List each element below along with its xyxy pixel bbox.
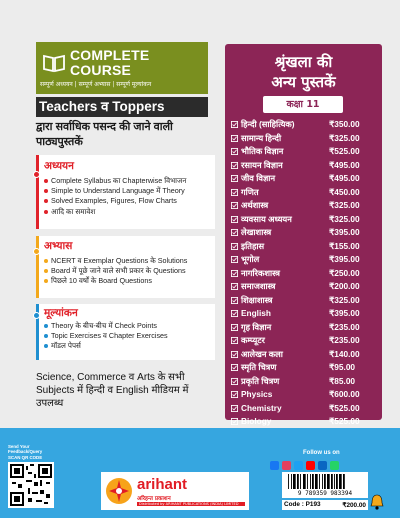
checkbox-icon <box>231 270 238 277</box>
book-row <box>231 402 376 416</box>
left-column <box>0 0 218 428</box>
book-name: हिन्दी (साहित्यिक) <box>241 119 295 129</box>
checkbox-icon <box>231 297 238 304</box>
book-price: ₹395.00 <box>329 254 360 264</box>
checkbox-icon <box>231 283 238 290</box>
book-row <box>231 118 376 132</box>
list-item: मॉडल पेपर्स <box>44 341 168 351</box>
bell-icon <box>370 494 384 510</box>
book-row <box>231 132 376 146</box>
publisher-name: arihant <box>137 476 188 493</box>
book-price: ₹350.00 <box>329 119 360 129</box>
isbn-barcode <box>282 472 368 498</box>
arihant-sun-icon <box>104 476 134 506</box>
checkbox-icon <box>231 256 238 263</box>
book-price: ₹155.00 <box>329 240 360 251</box>
book-price: ₹140.00 <box>329 348 360 359</box>
checkbox-icon <box>231 310 238 317</box>
practice-section <box>36 236 215 298</box>
book-name: सामान्य हिन्दी <box>241 132 282 143</box>
book-row <box>231 145 376 159</box>
book-name: Chemistry <box>241 402 282 413</box>
book-price: ₹525.00 <box>329 402 360 413</box>
book-price: ₹95.00 <box>329 362 356 372</box>
book-row <box>231 240 376 254</box>
book-name: स्मृति चित्रण <box>241 362 277 372</box>
book-name: अर्थशास्त्र <box>241 200 269 210</box>
checkbox-icon <box>231 189 238 196</box>
book-price-list <box>231 118 376 442</box>
isbn-number: 9 789359 983394 <box>297 490 353 497</box>
checkbox-icon <box>231 229 238 236</box>
checkbox-icon <box>231 364 238 371</box>
book-name: English <box>241 308 271 318</box>
book-name: कम्प्यूटर <box>241 335 265 345</box>
logo-tagline: सम्पूर्ण अध्ययन | सम्पूर्ण अभ्यास | सम्पूर्ण मूल्यांकन <box>40 81 152 88</box>
book-name: गृह विज्ञान <box>241 321 272 332</box>
study-section <box>36 155 215 229</box>
panel-title-line-2: अन्य पुस्तकें <box>271 73 336 91</box>
book-row <box>231 415 376 429</box>
barcode-icon <box>282 472 368 490</box>
section-heading: मूल्यांकन <box>44 307 78 319</box>
list-item: Board में पूछे जाने वाले सभी प्रकार के Questions <box>44 266 187 276</box>
book-price: ₹325.00 <box>329 213 360 224</box>
book-name: समाजशास्त्र <box>241 281 276 291</box>
book-price: ₹325.00 <box>329 132 360 143</box>
publisher-distributor: Distributed by ARIHANT PUBLICATIONS (INDIA) LIMITED <box>139 502 239 506</box>
book-row <box>231 213 376 227</box>
checkbox-icon <box>231 391 238 398</box>
book-name: भौतिक विज्ञान <box>241 146 284 156</box>
book-price: ₹85.00 <box>329 375 356 386</box>
logo-line-2: COURSE <box>70 62 132 78</box>
social-icon[interactable] <box>294 461 303 470</box>
checkbox-icon <box>231 175 238 182</box>
book-name: जीव विज्ञान <box>241 173 276 183</box>
qr-block <box>8 444 64 516</box>
checkbox-icon <box>231 351 238 358</box>
list-item: Topic Exercises व Chapter Exercises <box>44 331 168 341</box>
checkbox-icon <box>231 243 238 250</box>
list-item: आदि का समावेश <box>44 207 186 217</box>
book-row <box>231 321 376 335</box>
book-price: ₹200.00 <box>329 281 360 291</box>
availability-text: Science, Commerce व Arts के सभी Subjects में हिन्दी व English मीडियम में उपलब्ध <box>36 372 189 409</box>
checkbox-icon <box>231 324 238 331</box>
qr-label-scan: SCAN QR CODE <box>8 454 43 460</box>
checkbox-icon <box>231 405 238 412</box>
book-price: ₹395.00 <box>329 308 360 318</box>
book-price: ₹200.00 <box>342 502 366 509</box>
book-price: ₹495.00 <box>329 159 360 170</box>
section-heading: अध्ययन <box>44 160 74 172</box>
qr-label-feedback: Send Your Feedback/Query <box>8 444 43 455</box>
section-heading: अभ्यास <box>44 240 73 252</box>
list-item: Theory के बीच-बीच में Check Points <box>44 321 168 331</box>
red-dot-icon <box>33 171 40 178</box>
follow-us-label: Follow us on <box>303 450 340 456</box>
book-price: ₹235.00 <box>329 321 360 332</box>
section-list <box>44 256 187 287</box>
teachers-toppers-title: Teachers व Toppers <box>36 97 208 117</box>
social-icons <box>270 461 360 470</box>
social-icon[interactable] <box>306 461 315 470</box>
social-icon[interactable] <box>282 461 291 470</box>
list-item: पिछले 10 वर्षों के Board Questions <box>44 276 187 286</box>
book-name: गणित <box>241 186 259 197</box>
book-price: ₹325.00 <box>329 200 360 210</box>
book-name: Biology <box>241 416 272 426</box>
book-name: रसायन विज्ञान <box>241 159 283 170</box>
teachers-toppers-subtitle: द्वारा सर्वाधिक पसन्द की जाने वाली पाठ्यपुस्तकें <box>36 121 173 148</box>
list-item: NCERT व Exemplar Questions के Solutions <box>44 256 187 266</box>
publisher-logo <box>101 472 249 510</box>
book-row <box>231 226 376 240</box>
book-row <box>231 159 376 173</box>
book-price: ₹525.00 <box>329 146 360 156</box>
other-books-panel <box>225 44 382 426</box>
checkbox-icon <box>231 216 238 223</box>
book-row <box>231 172 376 186</box>
checkbox-icon <box>231 378 238 385</box>
checkbox-icon <box>231 121 238 128</box>
social-icon[interactable] <box>270 461 279 470</box>
code-price-line <box>282 500 368 510</box>
book-row <box>231 348 376 362</box>
book-name: Physics <box>241 389 273 399</box>
panel-title-line-1: श्रृंखला की <box>274 53 333 71</box>
book-row <box>231 186 376 200</box>
list-item: Simple to Understand Language में Theory <box>44 186 186 196</box>
book-price: ₹525.00 <box>329 416 360 426</box>
checkbox-icon <box>231 148 238 155</box>
book-row <box>231 334 376 348</box>
book-name: प्रकृति चित्रण <box>241 375 280 386</box>
book-price: ₹600.00 <box>329 389 360 399</box>
book-price: ₹250.00 <box>329 267 360 278</box>
book-price: ₹450.00 <box>329 186 360 197</box>
book-price: ₹395.00 <box>329 227 360 237</box>
book-row <box>231 388 376 402</box>
qr-code[interactable] <box>8 462 54 508</box>
book-row <box>231 253 376 267</box>
book-row <box>231 267 376 281</box>
open-book-icon <box>42 51 66 75</box>
book-name: इतिहास <box>241 240 265 251</box>
evaluation-section <box>36 304 215 360</box>
book-price: ₹495.00 <box>329 173 360 183</box>
book-row <box>231 280 376 294</box>
checkbox-icon <box>231 162 238 169</box>
list-item: Complete Syllabus का Chapterwise विभाजन <box>44 176 186 186</box>
book-code: Code : P193 <box>284 501 321 508</box>
class-badge: कक्षा 11 <box>263 96 343 113</box>
complete-course-logo <box>36 42 208 94</box>
book-row <box>231 199 376 213</box>
book-row <box>231 294 376 308</box>
book-row <box>231 307 376 321</box>
book-name: शिक्षाशास्त्र <box>241 294 273 305</box>
book-name: आलेखन कला <box>241 348 283 359</box>
book-name: लेखाशास्त्र <box>241 227 272 237</box>
qr-code-icon <box>10 464 52 506</box>
section-list <box>44 321 168 352</box>
checkbox-icon <box>231 337 238 344</box>
book-name: भूगोल <box>241 254 260 264</box>
list-item: Solved Examples, Figures, Flow Charts <box>44 196 186 206</box>
publisher-hindi: अरिहन्त प्रकाशन <box>137 496 171 502</box>
checkbox-icon <box>231 418 238 425</box>
blue-dot-icon <box>33 312 40 319</box>
social-icon[interactable] <box>330 461 339 470</box>
book-name: नागरिकशास्त्र <box>241 267 280 278</box>
book-row <box>231 375 376 389</box>
section-list <box>44 176 186 217</box>
checkbox-icon <box>231 202 238 209</box>
logo-line-1: COMPLETE <box>70 47 150 63</box>
book-price: ₹325.00 <box>329 294 360 305</box>
social-icon[interactable] <box>318 461 327 470</box>
book-row <box>231 361 376 375</box>
yellow-dot-icon <box>33 248 40 255</box>
book-name: व्यवसाय अध्ययन <box>241 213 292 224</box>
checkbox-icon <box>231 135 238 142</box>
book-price: ₹235.00 <box>329 335 360 345</box>
